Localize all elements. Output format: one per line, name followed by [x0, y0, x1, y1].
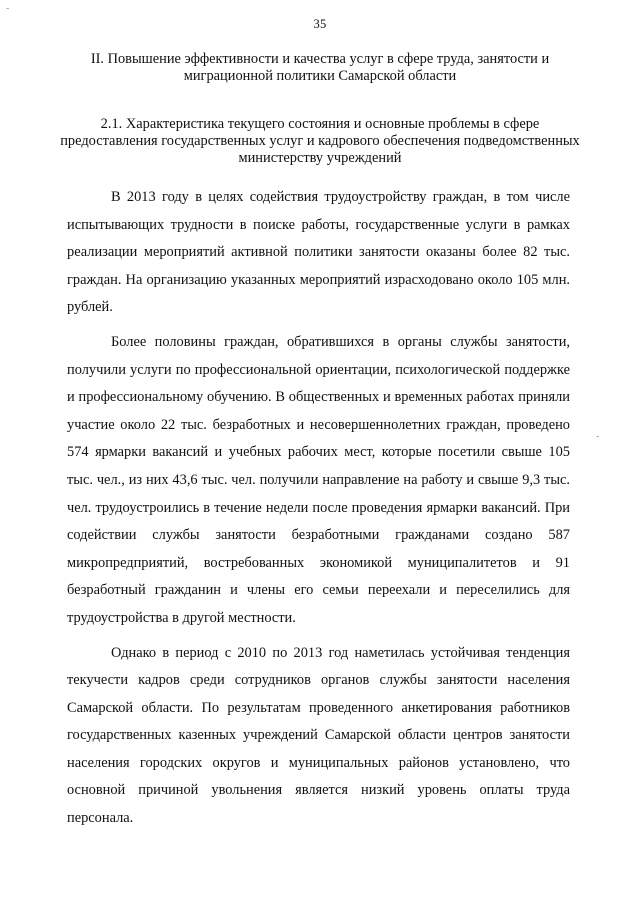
scan-artifact-mark: - — [6, 3, 10, 14]
paragraph: Более половины граждан, обратившихся в органы службы занятости, получили услуги по профессиональной ориентации, психологической поддержке и профессиональному обучению. В общественных и временных работах приняли участие около 22 тыс. безработных и несовершеннолетних граждан, проведено 574 ярмарки вакансий и учебных рабочих мест, которые посетили свыше 105 тыс. чел., из них 43,6 тыс. чел. получили направление на работу и свыше 9,3 тыс. чел. трудоустроились в течение недели после проведения ярмарки вакансий. При содействии службы занятости безработными гражданами создано 587 микропредприятий, востребованных экономикой муниципалитетов и 91 безработный гражданин и члены его семьи переехали и переселились для трудоустройства в другой местности. — [67, 333, 570, 626]
page-number: 35 — [313, 17, 327, 31]
body-text — [67, 184, 570, 833]
section-heading: II. Повышение эффективности и качества услуг в сфере труда, занятости и миграционной политики Самарской области — [90, 51, 550, 84]
paragraph: Однако в период с 2010 по 2013 год наметилась устойчивая тенденция текучести кадров среди сотрудников органов службы занятости населения Самарской области. По результатам проведенного анкетирования работников государственных казенных учреждений Самарской области центров занятости населения городских округов и муниципальных районов установлено, что основной причиной увольнения является низкий уровень оплаты труда персонала. — [67, 644, 570, 827]
paragraph: В 2013 году в целях содействия трудоустройству граждан, в том числе испытывающих трудности в поиске работы, государственные услуги в рамках реализации мероприятий активной политики занятости оказаны более 82 тыс. граждан. На организацию указанных мероприятий израсходовано около 105 млн. рублей. — [67, 189, 570, 316]
scan-artifact-mark: - — [596, 431, 600, 442]
subsection-heading: 2.1. Характеристика текущего состояния и основные проблемы в сфере предоставления государственных услуг и кадрового обеспечения подведомственных министерству учреждений — [60, 116, 580, 166]
